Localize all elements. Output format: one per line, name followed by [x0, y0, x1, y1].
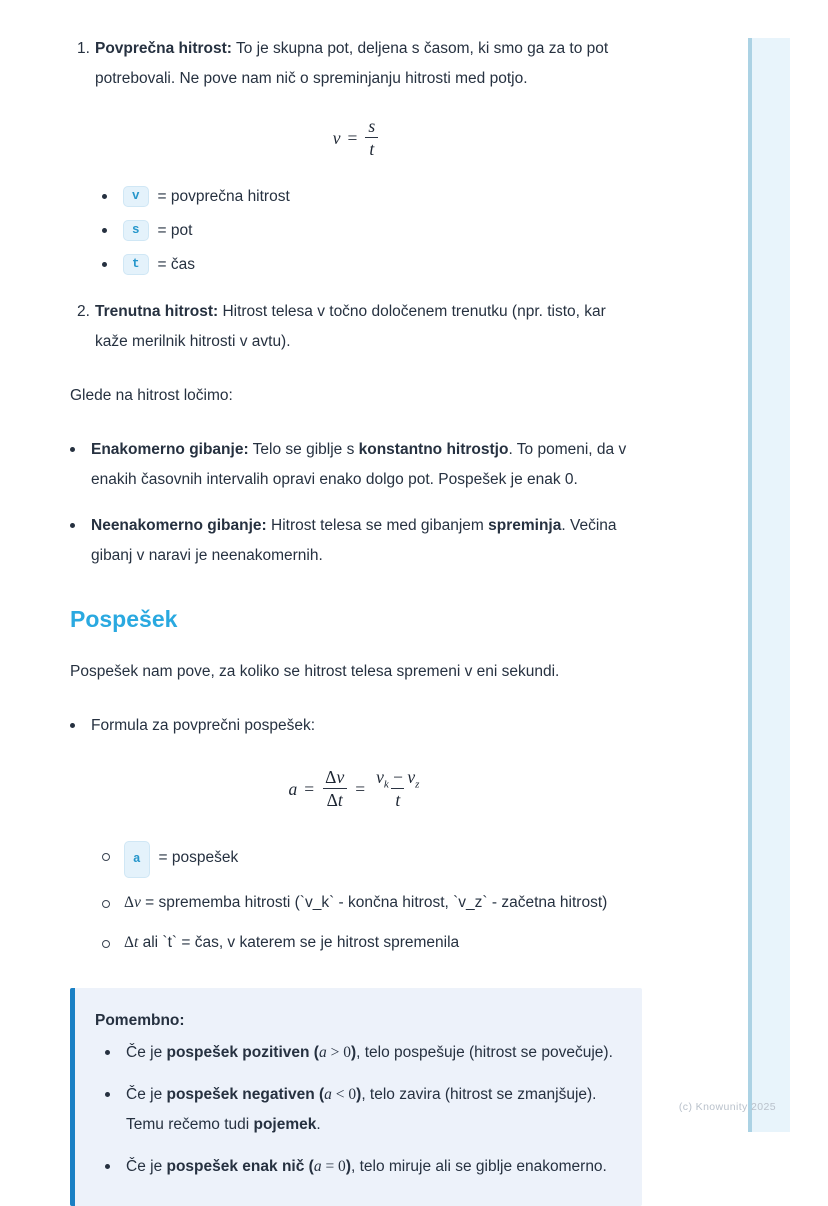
bullet-icon	[105, 1050, 110, 1055]
callout-list	[95, 1038, 616, 1182]
equals-sign: =	[304, 778, 315, 799]
fraction-denominator: t	[391, 788, 404, 811]
text-span: , telo pospešuje (hitrost se povečuje).	[356, 1044, 613, 1062]
list-item-text	[124, 888, 642, 918]
list-item	[70, 711, 642, 741]
text-span: . Večina gibanj v naravi je neenakomernih.	[91, 517, 617, 565]
list-item-text	[124, 841, 642, 878]
circle-bullet-icon	[102, 940, 110, 948]
term-bold: Enakomerno gibanje:	[91, 441, 249, 459]
list-item-text	[126, 1080, 616, 1140]
bullet-icon	[102, 262, 107, 267]
subscript: k	[383, 778, 389, 791]
paragraph-pospesek-intro: Pospešek nam pove, za koliko se hitrost telesa spremeni v eni sekundi.	[70, 663, 560, 681]
list-item	[105, 1152, 616, 1182]
bullet-icon	[70, 723, 75, 728]
delta-symbol: Δ	[326, 790, 338, 811]
list-item	[70, 254, 642, 275]
copyright-watermark: (c) Knowunity 2025	[678, 1101, 776, 1113]
variable-description: = pospešek	[158, 849, 239, 867]
emphasis-bold: konstantno hitrostjo	[358, 441, 509, 459]
list-item	[70, 220, 642, 241]
math-relation: = 0	[321, 1158, 346, 1176]
variable: t	[337, 790, 343, 811]
code-badge-v: v	[123, 186, 149, 207]
text-span: Telo se giblje s	[248, 441, 359, 459]
math-relation: > 0	[326, 1044, 351, 1062]
fraction-velocities	[372, 767, 423, 811]
variable-description: = povprečna hitrost	[157, 187, 290, 205]
section-heading-pospesek: Pospešek	[70, 606, 178, 633]
term-bold: )	[345, 1158, 351, 1176]
formula-label-list	[70, 711, 642, 741]
bullet-icon	[70, 523, 75, 528]
delta-symbol: Δ	[325, 767, 337, 788]
paragraph-locimo: Glede na hitrost ločimo:	[70, 387, 233, 405]
numbered-item-average-speed	[70, 34, 642, 94]
callout-title: Pomembno:	[95, 1012, 185, 1030]
callout-important	[70, 988, 642, 1206]
list-item-text	[91, 511, 642, 571]
bullet-icon	[70, 447, 75, 452]
bullet-icon	[102, 194, 107, 199]
formula-acceleration	[70, 767, 642, 811]
term-bold: Trenutna hitrost:	[95, 303, 219, 321]
formula-lhs: v	[332, 127, 341, 148]
equals-sign: =	[347, 127, 358, 148]
term-bold: pojemek	[253, 1116, 317, 1134]
list-item	[70, 511, 642, 571]
circle-bullet-icon	[102, 853, 110, 861]
list-item	[105, 1038, 616, 1068]
variable-description: = sprememba hitrosti (`v_k` - končna hitrost, `v_z` - začetna hitrost)	[140, 894, 608, 912]
math-variable: a	[313, 1158, 322, 1176]
bullet-icon	[102, 228, 107, 233]
list-item-text	[124, 928, 642, 958]
text-span: Če je	[126, 1158, 167, 1176]
formula-average-speed	[70, 116, 642, 160]
list-item-text	[126, 1038, 616, 1068]
term-description: To je skupna pot, deljena s časom, ki smo ga za to pot potrebovali. Ne pove nam nič o spreminjanju hitrosti med potjo.	[95, 40, 609, 87]
term-description: Hitrost telesa v točno določenem trenutku (npr. tisto, kar kaže merilnik hitrosti v avtu).	[95, 303, 606, 351]
formula-label: Formula za povprečni pospešek:	[91, 717, 316, 735]
term-bold: pospešek negativen (	[166, 1086, 325, 1104]
document-content	[70, 34, 642, 1206]
variable-list-acceleration	[70, 841, 642, 958]
term-bold: Neenakomerno gibanje:	[91, 517, 267, 535]
fraction	[364, 116, 379, 160]
text-span: .	[316, 1116, 321, 1134]
text-span: Hitrost telesa se med gibanjem	[266, 517, 489, 535]
math-variable: a	[324, 1086, 332, 1104]
equals-sign: =	[355, 778, 366, 799]
page-edge-highlight-strip	[748, 38, 790, 1132]
variable: v	[376, 767, 384, 788]
variable-description: = pot	[157, 221, 193, 239]
variable-description: ali `t` = čas, v katerem se je hitrost spremenila	[138, 934, 460, 952]
math-relation: < 0	[331, 1086, 357, 1104]
delta-symbol: Δ	[124, 894, 134, 912]
text-span: . To pomeni, da v enakih časovnih intervalih opravi enako dolgo pot. Pospešek je enak 0.	[91, 441, 627, 489]
list-item	[70, 435, 642, 495]
variable: v	[336, 767, 345, 788]
fraction-denominator: t	[365, 137, 378, 160]
bullet-icon	[105, 1164, 110, 1169]
math-variable: a	[318, 1044, 327, 1062]
list-number: 1.	[77, 40, 90, 57]
list-item	[70, 928, 642, 958]
variable: t	[133, 934, 139, 952]
numbered-item-text	[95, 297, 642, 357]
list-item-text	[126, 1152, 616, 1182]
circle-bullet-icon	[102, 900, 110, 908]
term-bold: Povprečna hitrost:	[95, 40, 232, 57]
variable: v	[133, 894, 141, 912]
text-span: Če je	[126, 1044, 167, 1062]
list-item	[70, 186, 642, 207]
minus-sign: −	[388, 767, 408, 788]
term-bold: )	[350, 1044, 357, 1062]
fraction-numerator	[372, 767, 423, 791]
list-item-text	[91, 435, 642, 495]
delta-symbol: Δ	[124, 934, 134, 952]
list-item	[70, 841, 642, 878]
text-span: , telo miruje ali se giblje enakomerno.	[350, 1158, 607, 1176]
variable-description: = čas	[157, 255, 195, 273]
numbered-item-text	[95, 34, 642, 94]
term-bold: pospešek enak nič (	[166, 1158, 314, 1176]
code-badge-s: s	[123, 220, 149, 241]
fraction-delta	[321, 767, 348, 811]
variable: v	[407, 767, 416, 788]
fraction-denominator	[323, 788, 347, 811]
numbered-item-instant-speed	[70, 297, 642, 357]
text-span: , telo zavira (hitrost se zmanjšuje). Temu rečemo tudi	[126, 1086, 597, 1134]
variable-list-speed	[70, 186, 642, 275]
text-span: Če je	[126, 1086, 167, 1104]
fraction-numerator	[321, 767, 348, 788]
list-number: 2.	[77, 303, 90, 321]
code-badge-t: t	[123, 254, 149, 275]
list-item	[105, 1080, 616, 1140]
code-badge-a: a	[124, 841, 150, 878]
term-bold: )	[356, 1086, 362, 1104]
list-item	[70, 888, 642, 918]
emphasis-bold: spreminja	[488, 517, 562, 535]
fraction-numerator: s	[368, 116, 376, 136]
term-bold: pospešek pozitiven (	[166, 1044, 319, 1062]
motion-types-list	[70, 435, 642, 571]
bullet-icon	[105, 1092, 110, 1097]
formula-lhs: a	[288, 778, 298, 799]
subscript: z	[415, 778, 420, 791]
